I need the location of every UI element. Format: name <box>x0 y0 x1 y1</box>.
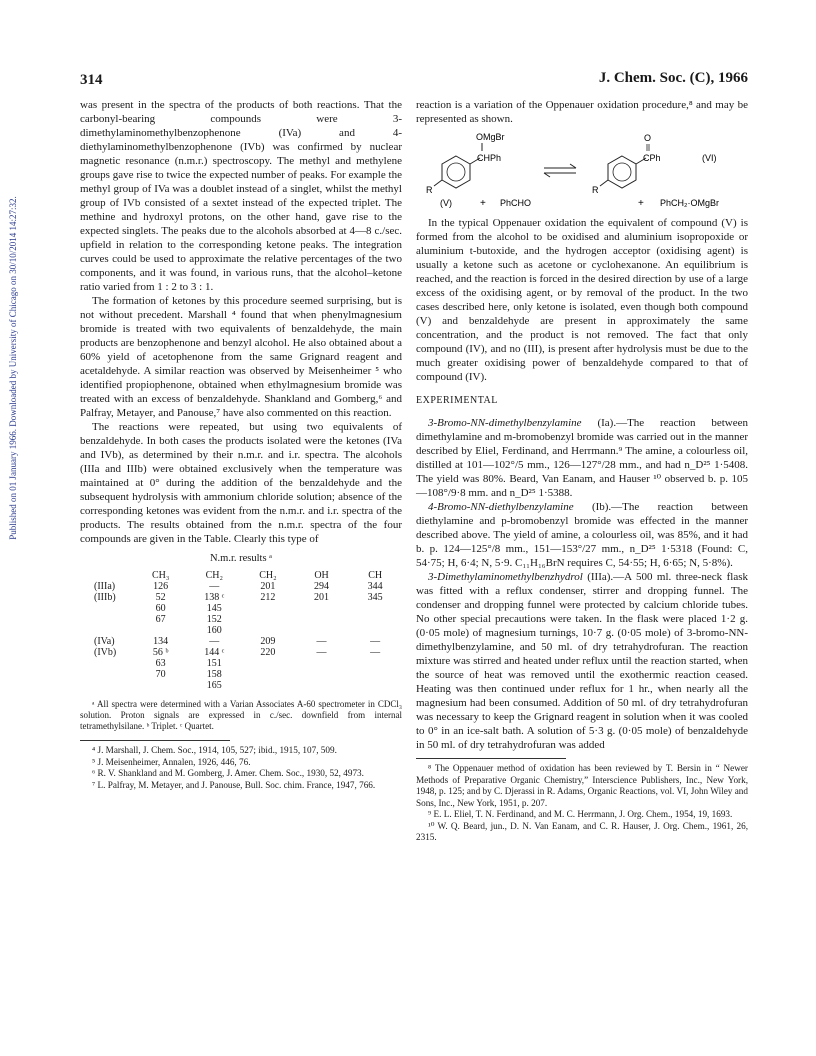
table-cell <box>295 625 349 636</box>
phch2omgbr-label: PhCH₂·OMgBr <box>660 198 720 208</box>
table-cell: (IVb) <box>94 647 117 658</box>
table-cell: — <box>316 636 327 647</box>
phcho-label: PhCHO <box>500 198 532 208</box>
table-header-cell: CH₃ <box>151 570 170 581</box>
benzene-ring-right <box>608 156 636 188</box>
table-cell <box>295 603 349 614</box>
table-header-cell: CH <box>368 570 383 581</box>
table-header-cell: CH₂ <box>205 570 223 581</box>
table-row <box>94 680 402 691</box>
table-cell: 70 <box>155 669 166 680</box>
footnote-rule <box>80 740 230 741</box>
table-cell <box>348 680 402 691</box>
table-cell: 145 <box>206 603 222 614</box>
table-cell: 67 <box>155 614 166 625</box>
table-title: N.m.r. results ᵃ <box>209 553 273 564</box>
paragraph-text: (Ia).—The reaction between dimethylamine and m-bromobenzyl bromide was carried out in the manner described by Eliel, Ferdinand, and Herrmann.⁹ The amine, a colourless oil, distilled at 101—102°/5 mm., 126—127°/28 mm., and had n_D²⁵ 1·5408. The yield was 80%. Beard, Van Eanam, and Hauser ¹⁰ observed b. p. 105—108°/9·8 mm. and n_D²⁵ 1·5388. <box>416 417 748 499</box>
table-cell <box>295 658 349 669</box>
table-row <box>94 581 402 592</box>
table-body <box>94 581 402 691</box>
table-cell <box>295 614 349 625</box>
table-cell: 144 ᶜ <box>204 647 225 658</box>
table-cell <box>134 625 188 636</box>
table-cell: — <box>316 647 327 658</box>
experimental-paragraph <box>416 416 748 500</box>
table-cell: 344 <box>367 581 383 592</box>
table-cell <box>295 680 349 691</box>
footnote: ⁵ J. Meisenheimer, Annalen, 1926, 446, 76. <box>92 756 251 767</box>
o-label: O <box>644 133 652 143</box>
cph-label: CPh <box>643 153 661 163</box>
table-cell <box>348 669 402 680</box>
table-cell: — <box>209 636 220 647</box>
compound-name: 4-Bromo-NN-diethylbenzylamine <box>428 501 574 513</box>
table-cell <box>241 614 295 625</box>
table-cell <box>241 625 295 636</box>
arrow-head <box>570 164 576 168</box>
table-cell: 63 <box>155 658 166 669</box>
table-cell: (IIIb) <box>94 592 116 603</box>
table-cell <box>348 658 402 669</box>
table-cell <box>241 680 295 691</box>
table-header-cell <box>94 570 134 581</box>
table-header-row <box>94 570 402 581</box>
table-cell: — <box>370 647 381 658</box>
footnote: ⁴ J. Marshall, J. Chem. Soc., 1914, 105, 527; ibid., 1915, 107, 509. <box>92 745 337 755</box>
table-cell <box>348 625 402 636</box>
footnote: ⁸ The Oppenauer method of oxidation has been reviewed by T. Bersin in “ Newer Methods of Preparative Organic Chemistry,” Interscience Publishers, Inc., New York, 1948, p. 125; and by C. Djerassi in R. Adams, Organic Reactions, vol. VI, John Wiley and Sons, Inc., New York, 1951, p. 207. <box>416 763 748 808</box>
table-cell <box>94 680 134 691</box>
table-row <box>94 625 402 636</box>
paragraph: The formation of ketones by this procedure seemed surprising, but is not without precedent. Marshall ⁴ found that when phenylmagnesium bromide is treated with two equivalents of benzaldehyde, the main products are benzophenone and benzyl alcohol. He also obtained about a 60% yield of acetophenone from the same Grignard reagent and acetaldehyde. A similar reaction was observed by Meisenheimer ⁵ who identified propiophenone, obtained when ethylmagnesium bromide was treated with an excess of benzaldehyde. Shankland and Gomberg,⁶ and Palfray, Metayer, and Panouse,⁷ have also commented on this reaction. <box>80 295 402 419</box>
r-label-left: R <box>426 185 433 195</box>
footnote: ⁹ E. L. Eliel, T. N. Ferdinand, and M. C. Herrmann, J. Org. Chem., 1954, 19, 1693. <box>428 809 733 819</box>
table-cell: 138 ᶜ <box>204 592 225 603</box>
benzene-ring-left <box>442 156 470 188</box>
section-heading: EXPERIMENTAL <box>416 395 498 406</box>
experimental-paragraph <box>416 500 748 570</box>
table-cell: 134 <box>153 636 169 647</box>
paragraph: The reactions were repeated, but using two equivalents of benzaldehyde. In both cases the products isolated were the ketones (IVa and IVb), as determined by their n.m.r. and i.r. spectra. The alcohols (IIIa and IIIb) were obtained exclusively when the temperature was maintained at 0° during the addition of the benzaldehyde and the subsequent hydrolysis with ammonium chloride solution; absence of the corresponding ketones was evident from the n.m.r. and i.r. spectra of the products. The results obtained from the n.m.r. spectra of the four compounds are given in the Table. Clearly this type of <box>80 421 402 545</box>
paragraph: In the typical Oppenauer oxidation the equivalent of compound (V) is formed from the alcohol to be oxidised and aluminium isopropoxide or aluminium t-butoxide, and the hydrogen acceptor (oxidising agent) is usually a ketone such as acetone or cyclohexanone. An equilibrium is reached, and the reaction is forced in the desired direction by use of a large excess of the oxidising agent, or by removal of the product. In the two cases described here, only ketone is isolated, even though both compound (V) and benzaldehyde are present in approximately the same concentration, and the product is not removed. The fact that only compound (IV), and no (III), is present after hydrolysis must be due to the much greater oxidising power of benzaldehyde compared to that of compound (IV). <box>416 217 748 383</box>
aromatic-circle-left <box>447 163 465 181</box>
footnote: ¹⁰ W. Q. Beard, jun., D. N. Van Eanam, and C. R. Hauser, J. Org. Chem., 1961, 26, 2315. <box>416 820 748 842</box>
arrow-head <box>544 173 550 177</box>
table-cell: 212 <box>260 592 276 603</box>
bond <box>434 180 442 186</box>
compound-name: 3-Bromo-NN-dimethylbenzylamine <box>428 417 582 429</box>
aromatic-circle-right <box>613 163 631 181</box>
plus-sign: + <box>480 198 486 209</box>
paragraph: reaction is a variation of the Oppenauer oxidation procedure,⁸ and may be represented as shown. <box>416 99 748 125</box>
table-cell <box>94 625 134 636</box>
table-cell: 294 <box>314 581 330 592</box>
footnotes-left <box>80 745 402 791</box>
nmr-table <box>94 570 402 691</box>
table-row <box>94 647 402 658</box>
table-row <box>94 614 402 625</box>
paragraph-text: (Ib).—The reaction between diethylamine and p-bromobenzyl bromide was effected in the manner described above. The yield of amine, a colourless oil, was 85%, and it had b. p. 124—125°/8 mm., 151—153°/27 mm., n_D²⁵ 1·5318 (Found: C, 54·75; H, 6·4; N, 5·9. C₁₁H₁₆BrN requires C, 54·55; H, 6·65; N, 5·8%). <box>416 501 748 569</box>
download-notice: Published on 01 January 1966. Downloaded by University of Chicago on 30/10/2014 14:27:32. <box>8 196 18 540</box>
compound-vi-label: (VI) <box>702 153 717 163</box>
table-cell: (IIIa) <box>94 581 116 592</box>
left-column <box>80 98 402 791</box>
right-column <box>416 98 748 844</box>
reaction-scheme-drawing <box>416 130 748 210</box>
footnote: ⁷ L. Palfray, M. Metayer, and J. Panouse, Bull. Soc. chim. France, 1947, 766. <box>92 779 376 790</box>
table-cell: 126 <box>153 581 169 592</box>
table-cell <box>241 603 295 614</box>
journal-header: J. Chem. Soc. (C), 1966 <box>598 70 748 86</box>
experimental-paragraph <box>416 570 748 752</box>
table-row <box>94 592 402 603</box>
reaction-scheme <box>416 130 748 210</box>
table-cell: 160 <box>206 625 222 636</box>
footnote: ⁶ R. V. Shankland and M. Gomberg, J. Amer. Chem. Soc., 1930, 52, 4973. <box>92 768 364 778</box>
paragraph: was present in the spectra of the products of both reactions. That the carbonyl-bearing compounds were 3-dimethylaminomethylbenzophenone (IVa) and 4-diethylaminomethylbenzophenone (IVb) was confirmed by nuclear magnetic resonance (n.m.r.) spectroscopy. The methyl and methylene groups gave rise to twice the expected number of peaks. For example the methyl group of IVa was a doublet instead of a singlet, whilst the methyl group of IVb consisted of a sextet instead of the expected triplet. The methine and hydroxyl protons, on the other hand, gave rise to the expected singlets. The peaks due to the alcohols absorbed at 4—8 c./sec. upfield in relation to the corresponding ketone peaks. The integration curves could be used to approximate the relative percentages of the two components, and it was found, in various runs, that the alcohol–ketone ratio varied from 1 : 2 to 3 : 1. <box>80 99 402 293</box>
table-row <box>94 636 402 647</box>
table-cell: 56 ᵇ <box>152 647 169 658</box>
table-cell: (IVa) <box>94 636 115 647</box>
table-cell: 209 <box>260 636 276 647</box>
table-cell <box>241 669 295 680</box>
table-cell: — <box>209 581 220 592</box>
r-label-right: R <box>592 185 599 195</box>
table-cell: 151 <box>206 658 222 669</box>
compound-name: 3-Dimethylaminomethylbenzhydrol <box>428 571 583 583</box>
table-cell: — <box>370 636 381 647</box>
table-cell: 165 <box>206 680 222 691</box>
table-cell: 52 <box>155 592 166 603</box>
paragraph-text: (IIIa).—A 500 ml. three-neck flask was fitted with a reflux condenser, stirrer and dropping funnel. The condenser and dropping funnel were protected by calcium chloride tubes. No other special precautions were taken. In the flask were placed 1·2 g. (0·05 mole) of magnesium turnings, 10·7 g. (0·05 mole) of 3-bromo-NN-dimethylbenzylamine, and 50 ml. of dry tetrahydrofuran. The reaction mixture was stirred and heated under reflux until the reaction started, when the source of heat was removed until the exothermic reaction ceased. Heating was then continued under reflux for 1 hr., when nearly all the magnesium had been consumed. Addition of 50 ml. of dry tetrahydrofuran was necessary to keep the Grignard reagent in solution when it was cooled to 0° in an ice-salt bath. A solution of 5·3 g. (0·05 mole) of benzaldehyde in 50 ml. of dry tetrahydrofuran was added <box>416 571 748 751</box>
omgbr-label: OMgBr <box>476 132 505 142</box>
table-row <box>94 603 402 614</box>
nmr-table-block <box>80 552 402 732</box>
bond <box>600 180 608 186</box>
table-cell: 201 <box>314 592 330 603</box>
footnote-rule <box>416 758 566 759</box>
page-number: 314 <box>80 72 103 88</box>
table-cell <box>348 614 402 625</box>
table-row <box>94 658 402 669</box>
plus-sign: + <box>638 198 644 209</box>
table-cell: 345 <box>367 592 383 603</box>
table-cell: 220 <box>260 647 276 658</box>
table-header-cell: CH₂ <box>259 570 277 581</box>
footnotes-right <box>416 763 748 844</box>
table-cell <box>348 603 402 614</box>
table-cell <box>94 603 134 614</box>
compound-v-label: (V) <box>440 198 452 208</box>
table-cell: 60 <box>155 603 166 614</box>
table-cell <box>94 614 134 625</box>
table-cell <box>295 669 349 680</box>
table-row <box>94 669 402 680</box>
table-header-cell: OH <box>314 570 329 581</box>
table-cell <box>94 669 134 680</box>
table-footnote: ᵃ All spectra were determined with a Varian Associates A-60 spectrometer in CDCl₃ solution. Proton signals are expressed in c./sec. downfield from internal tetramethylsilane. ᵇ Triplet. ᶜ Quartet. <box>80 699 402 731</box>
table-cell <box>134 680 188 691</box>
table-cell <box>241 658 295 669</box>
table-cell: 201 <box>260 581 276 592</box>
table-cell: 152 <box>206 614 222 625</box>
chph-label: CHPh <box>477 153 502 163</box>
table-cell <box>94 658 134 669</box>
table-cell: 158 <box>206 669 222 680</box>
